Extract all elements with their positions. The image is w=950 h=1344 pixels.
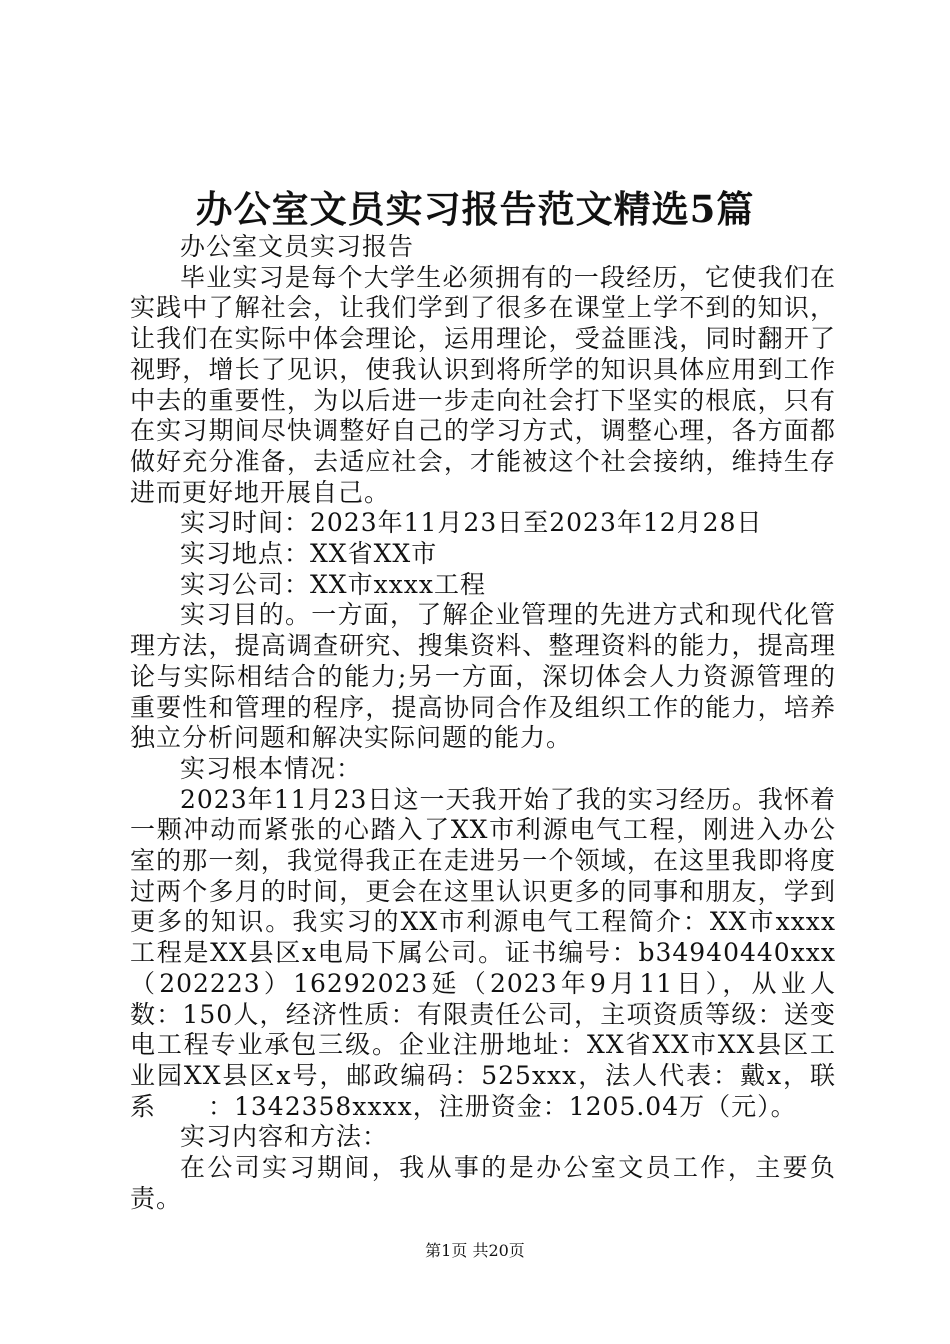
paragraph-content-method: 在公司实习期间，我从事的是办公室文员工作，主要负责。 bbox=[130, 1153, 836, 1213]
document-title: 办公室文员实习报告范文精选5篇 bbox=[195, 187, 755, 231]
paragraph-internship-purpose: 实习目的。一方面，了解企业管理的先进方式和现代化管理方法，提高调查研究、搜集资料、整理资料的能力，提高理论与实际相结合的能力;另一方面，深切体会人力资源管理的重要性和管理的程序，提高协同合作及组织工作的能力，培养独立分析问题和解决实际问题的能力。 bbox=[130, 600, 836, 753]
paragraph-internship-company: 实习公司：XX市xxxx工程 bbox=[180, 569, 486, 599]
paragraph-intro: 毕业实习是每个大学生必须拥有的一段经历，它使我们在实践中了解社会，让我们学到了很多在课堂上学不到的知识，让我们在实际中体会理论，运用理论，受益匪浅，同时翻开了视野，增长了见识，使我认识到将所学的知识具体应用到工作中去的重要性，为以后进一步走向社会打下坚实的根底，只有在实习期间尽快调整好自己的学习方式，调整心理，各方面都做好充分准备，去适应社会，才能被这个社会接纳，维持生存进而更好地开展自己。 bbox=[130, 262, 836, 507]
paragraph-basic-situation: 2023年11月23日这一天我开始了我的实习经历。我怀着一颗冲动而紧张的心踏入了XX市利源电气工程，刚进入办公室的那一刻，我觉得我正在走进另一个领域，在这里我即将度过两个多月的时间，更会在这里认识更多的同事和朋友，学到更多的知识。我实习的XX市利源电气工程简介：XX市xxxx工程是XX县区x电局下属公司。证书编号：b34940440xxx（202223）16292023延（2023年9月11日），从业人数：150人，经济性质：有限责任公司，主项资质等级：送变电工程专业承包三级。企业注册地址：XX省XX市XX县区工业园XX县区x号，邮政编码：525xxx，法人代表：戴x，联系 ：1342358xxxx，注册资金：1205.04万（元）。 bbox=[130, 784, 836, 1121]
paragraph-content-method-heading: 实习内容和方法： bbox=[180, 1122, 389, 1152]
page-number-footer: 第1页 共20页 bbox=[425, 1241, 525, 1260]
document-body bbox=[130, 232, 836, 1215]
paragraph-internship-location: 实习地点：XX省XX市 bbox=[180, 539, 438, 569]
paragraph-internship-time: 实习时间：2023年11月23日至2023年12月28日 bbox=[180, 508, 763, 538]
paragraph-basic-situation-heading: 实习根本情况： bbox=[180, 753, 363, 783]
paragraph-subtitle: 办公室文员实习报告 bbox=[180, 232, 415, 261]
